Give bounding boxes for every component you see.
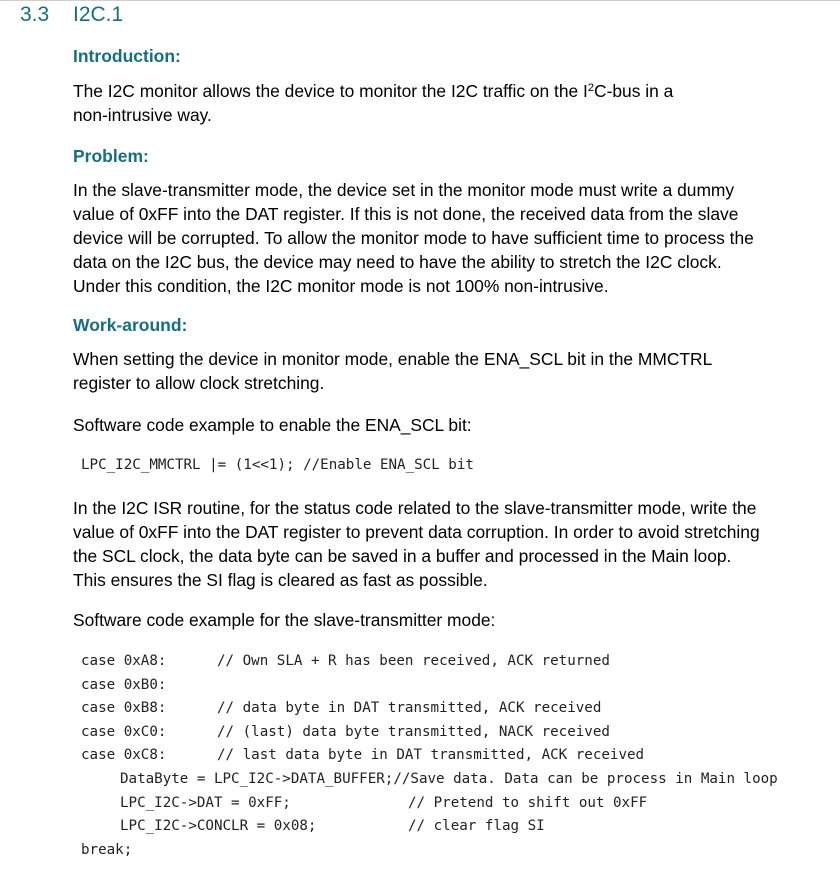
case-label: case 0xC0: [81,723,167,740]
code-line [81,792,778,816]
workaround-line: register to allow clock stretching. [73,373,325,393]
introduction-paragraph [73,79,833,127]
code-comment: // last data byte in DAT transmitted, ACK received [217,747,645,764]
intro-text: The I2C monitor allows the device to monitor the I2C traffic on the I [73,81,588,101]
code-statement: LPC_I2C->CONCLR = 0x08; [120,818,317,835]
code-line [81,768,778,792]
code2-intro-text: Software code example for the slave-transmitter mode: [73,610,496,630]
introduction-line [73,79,833,103]
code-comment: //Save data. Data can be process in Main loop [393,770,778,787]
workaround-paragraph [73,347,833,395]
problem-line: Under this condition, the I2C monitor mode is not 100% non-intrusive. [73,276,609,296]
code-comment: // Pretend to shift out 0xFF [408,794,648,811]
code-line: break; [81,841,133,858]
isr-paragraph [73,496,833,592]
problem-line: value of 0xFF into the DAT register. If this is not done, the received data from the slave [73,204,739,224]
introduction-line: non-intrusive way. [73,105,212,125]
problem-paragraph [73,178,833,298]
code-line [81,650,778,674]
superscript: 2 [587,82,595,94]
code-statement: DataByte = LPC_I2C->DATA_BUFFER; [120,770,394,787]
case-label: case 0xB0: [81,676,167,693]
section-number: 3.3 [20,3,50,26]
code-intro-text: Software code example to enable the ENA_SCL bit: [73,415,472,435]
workaround-heading: Work-around: [73,315,188,335]
problem-line: data on the I2C bus, the device may need to have the ability to stretch the I2C clock. [73,252,722,272]
code-intro [73,413,833,437]
code-comment: // Own SLA + R has been received, ACK returned [217,653,610,669]
code-block-isr [81,650,778,862]
code-statement: LPC_I2C->DAT = 0xFF; [120,794,291,811]
code-line [81,815,778,839]
code-comment: // data byte in DAT transmitted, ACK received [217,700,602,717]
intro-text: C-bus in a [594,81,674,101]
isr-line: In the I2C ISR routine, for the status code related to the slave-transmitter mode, write the [73,498,757,518]
section-heading [20,3,123,27]
section-title: I2C.1 [73,3,124,26]
top-rule [0,0,840,1]
code-block-mmctrl [81,454,474,478]
isr-line: value of 0xFF into the DAT register to prevent data corruption. In order to avoid stretching [73,522,760,542]
introduction-heading: Introduction: [73,46,181,66]
isr-line: This ensures the SI flag is cleared as fast as possible. [73,570,488,590]
code-comment: // (last) data byte transmitted, NACK received [217,723,610,740]
code-comment: // clear flag SI [408,818,545,835]
code-line [81,674,778,698]
code-line: LPC_I2C_MMCTRL |= (1<<1); //Enable ENA_SCL bit [81,457,474,473]
code-line [81,721,778,745]
workaround-line: When setting the device in monitor mode, enable the ENA_SCL bit in the MMCTRL [73,349,713,369]
case-label: case 0xA8: [81,653,167,669]
problem-heading: Problem: [73,146,149,166]
code-line [81,697,778,721]
case-label: case 0xB8: [81,700,167,717]
isr-line: the SCL clock, the data byte can be saved in a buffer and processed in the Main loop. [73,546,732,566]
case-label: case 0xC8: [81,747,167,764]
problem-line: In the slave-transmitter mode, the device set in the monitor mode must write a dummy [73,180,735,200]
code2-intro [73,608,833,632]
code-line [81,744,778,768]
problem-line: device will be corrupted. To allow the monitor mode to have sufficient time to process the [73,228,754,248]
